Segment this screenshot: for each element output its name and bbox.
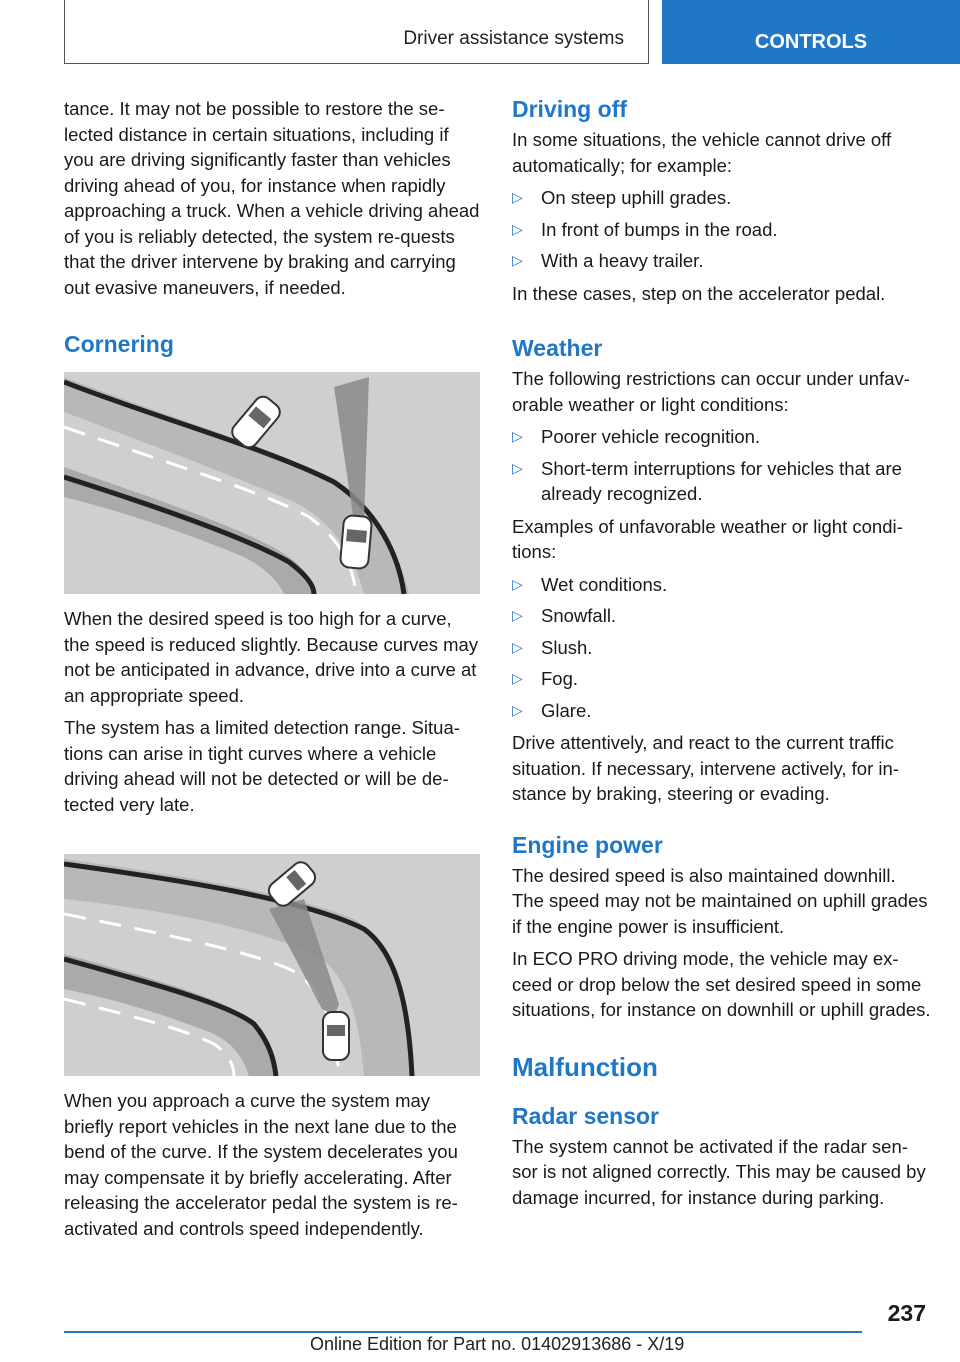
page-number: 237 <box>887 1300 926 1326</box>
driving-off-intro: In some situations, the vehicle cannot drive off automatically; for example: <box>512 129 892 176</box>
triangle-bullet-icon: ▷ <box>512 575 523 592</box>
radar-sensor-heading: Radar sensor <box>512 1102 660 1129</box>
list-item: ▷ Short-term interruptions for vehicles that are already recognized. <box>512 457 902 504</box>
weather-restrictions-list <box>512 424 932 507</box>
footer-divider <box>64 1331 862 1333</box>
triangle-bullet-icon: ▷ <box>512 701 523 718</box>
malfunction-heading: Malfunction <box>512 1051 658 1082</box>
driving-off-outro: In these cases, step on the accelerator pedal. <box>512 282 886 304</box>
weather-conditions-list <box>512 572 932 724</box>
cornering-heading: Cornering <box>64 331 174 357</box>
triangle-bullet-icon: ▷ <box>512 220 523 237</box>
triangle-bullet-icon: ▷ <box>512 607 523 623</box>
triangle-bullet-icon: ▷ <box>512 189 523 205</box>
engine-paragraph-2: In ECO PRO driving mode, the vehicle may ex-ceed or drop below the set desired speed in some situations, for instance on downhill or uphill grades. <box>512 948 931 1020</box>
cornering-figure-2 <box>64 854 480 1076</box>
intro-paragraph: tance. It may not be possible to restore the se-lected distance in certain situations, including if you are driving significantly faster than vehicles driving ahead of you, for instance when rapidly approaching a truck. When a vehicle driving ahead of you is reliably detected, the system re-quests that the driver intervene by braking and carrying out evasive maneuvers, if needed. <box>64 98 480 298</box>
triangle-bullet-icon: ▷ <box>512 428 523 444</box>
driving-off-heading: Driving off <box>512 96 627 122</box>
header-tab-label: CONTROLS <box>754 30 868 53</box>
weather-examples: Examples of unfavorable weather or light condi-tions: <box>512 515 903 562</box>
list-item: ▷ Snowfall. <box>512 603 932 629</box>
weather-outro: Drive attentively, and react to the current traffic situation. If necessary, intervene actively, for in-stance by braking, steering or evading. <box>512 732 899 804</box>
left-column <box>64 96 482 1248</box>
triangle-bullet-icon: ▷ <box>512 459 523 476</box>
triangle-bullet-icon: ▷ <box>512 252 523 268</box>
triangle-bullet-icon: ▷ <box>512 670 523 686</box>
list-item: ▷ Wet conditions. <box>512 572 932 598</box>
header-tab-controls[interactable] <box>662 0 960 64</box>
cornering-paragraph-3: When you approach a curve the system may briefly report vehicles in the next lane due to the bend of the curve. If the system decelerates you may compensate it by briefly accelerating. After releasing the accelerator pedal the system is re-activated and controls speed independently. <box>64 1090 458 1239</box>
list-item: ▷ Slush. <box>512 635 932 661</box>
list-item: ▷ Fog. <box>512 666 932 692</box>
right-column <box>512 96 932 1217</box>
list-item: ▷ Glare. <box>512 698 932 724</box>
header-section-title: Driver assistance systems <box>403 28 624 49</box>
cornering-paragraph-2: The system has a limited detection range. Situa-tions can arise in tight curves where a vehicle driving ahead will not be detected or will be de-tected very late. <box>64 717 460 815</box>
cornering-paragraph-1: When the desired speed is too high for a curve, the speed is reduced slightly. Because curves may not be anticipated in advance, drive into a curve at an appropriate speed. <box>64 608 479 706</box>
list-item: ▷ With a heavy trailer. <box>512 248 932 274</box>
list-item: ▷ In front of bumps in the road. <box>512 217 932 243</box>
footer-edition: Online Edition for Part no. 01402913686 - X/19 <box>310 1334 685 1354</box>
triangle-bullet-icon: ▷ <box>512 638 523 655</box>
weather-intro: The following restrictions can occur under unfav-orable weather or light conditions: <box>512 368 910 415</box>
list-item: ▷ Poorer vehicle recognition. <box>512 424 932 450</box>
driving-off-list <box>512 185 932 274</box>
weather-heading: Weather <box>512 335 603 361</box>
radar-paragraph: The system cannot be activated if the radar sen-sor is not aligned correctly. This may be caused by damage incurred, for instance during parking. <box>512 1135 926 1208</box>
engine-power-heading: Engine power <box>512 831 663 858</box>
cornering-figure-1 <box>64 372 480 594</box>
list-item: ▷ On steep uphill grades. <box>512 185 932 211</box>
engine-paragraph-1: The desired speed is also maintained downhill. The speed may not be maintained on uphill grades if the engine power is insufficient. <box>512 864 928 937</box>
